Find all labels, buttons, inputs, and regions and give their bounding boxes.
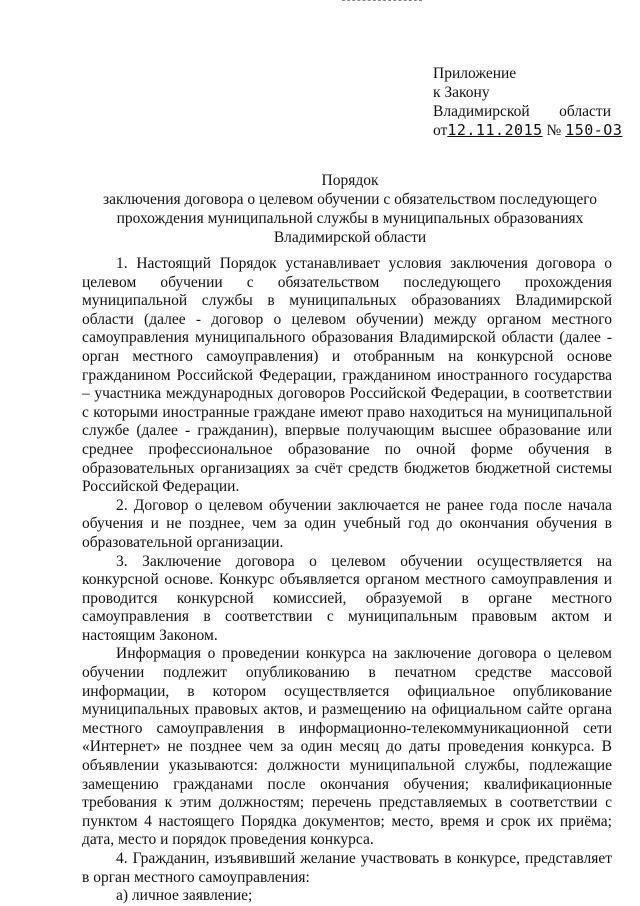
appendix-region xyxy=(433,102,611,121)
appendix-region-right: области xyxy=(559,103,611,120)
paragraph-1: 1. Настоящий Порядок устанавливает условия заключения договора о целевом обучении с обязательством последующего прохождения муниципальной службы в муниципальных образованиях Владимирской области (далее - договор о целевом обучении) между органом местного самоуправления муниципального образования Владимирской области (далее - орган местного самоуправления) и отобранным на конкурсной основе гражданином Российской Федерации, гражданином иностранного государства – участника международных договоров Российской Федерации, в соответствии с которыми иностранные граждане имеют право находиться на муниципальной службе (далее - гражданин), впервые получающим высшее образование или среднее профессиональное образование по очной форме обучения в образовательных организациях за счёт средств бюджетов бюджетной системы Российской Федерации. xyxy=(82,255,612,496)
number-sign: № xyxy=(546,122,562,139)
paragraph-4: 4. Гражданин, изъявивший желание участвовать в конкурсе, представляет в орган местного самоуправления: xyxy=(82,850,612,886)
title-heading: Порядок xyxy=(321,172,379,189)
document-title xyxy=(80,171,620,247)
document-body xyxy=(82,255,612,906)
date-prefix: от xyxy=(433,122,448,139)
paragraph-4a: а) личное заявление; xyxy=(116,887,253,905)
law-date: 12.11.2015 xyxy=(447,121,543,139)
title-line-3: Владимирской области xyxy=(273,229,427,246)
appendix-block xyxy=(433,64,623,140)
paragraph-3: 3. Заключение договора о целевом обучении осуществляется на конкурсной основе. Конкурс объявляется органом местного самоуправления и проводится конкурсной комиссией, образуемой в органе местного самоуправления в соответствии с муниципальным правовым актом и настоящим Законом. xyxy=(82,552,612,644)
appendix-date-line xyxy=(433,121,623,140)
appendix-law-ref: к Закону xyxy=(433,84,490,101)
appendix-label: Приложение xyxy=(433,65,517,82)
scan-top-mark xyxy=(342,0,422,3)
title-line-2: прохождения муниципальной службы в муниципальных образованиях xyxy=(116,210,584,227)
paragraph-3-info: Информация о проведении конкурса на заключение договора о целевом обучении подлежит опубликованию в печатном средстве массовой информации, в котором осуществляется официальное опубликование муниципальных правовых актов, и размещению на официальном сайте органа местного самоуправления в информационно-телекоммуникационной сети «Интернет» не позднее чем за один месяц до даты проведения конкурса. В объявлении указываются: должности муниципальной службы, подлежащие замещению гражданами после окончания обучения; квалификационные требования к этим должностям; перечень представляемых в соответствии с пунктом 4 настоящего Порядка документов; место, время и срок их приёма; дата, место и порядок проведения конкурса. xyxy=(82,645,612,849)
law-number: 150-ОЗ xyxy=(565,121,623,139)
title-line-1: заключения договора о целевом обучении с обязательством последующего xyxy=(102,191,598,208)
paragraph-2: 2. Договор о целевом обучении заключается не ранее года после начала обучения и не позднее, чем за один учебный год до окончания обучения в образовательной организации. xyxy=(82,496,612,551)
appendix-region-left: Владимирской xyxy=(433,103,530,120)
